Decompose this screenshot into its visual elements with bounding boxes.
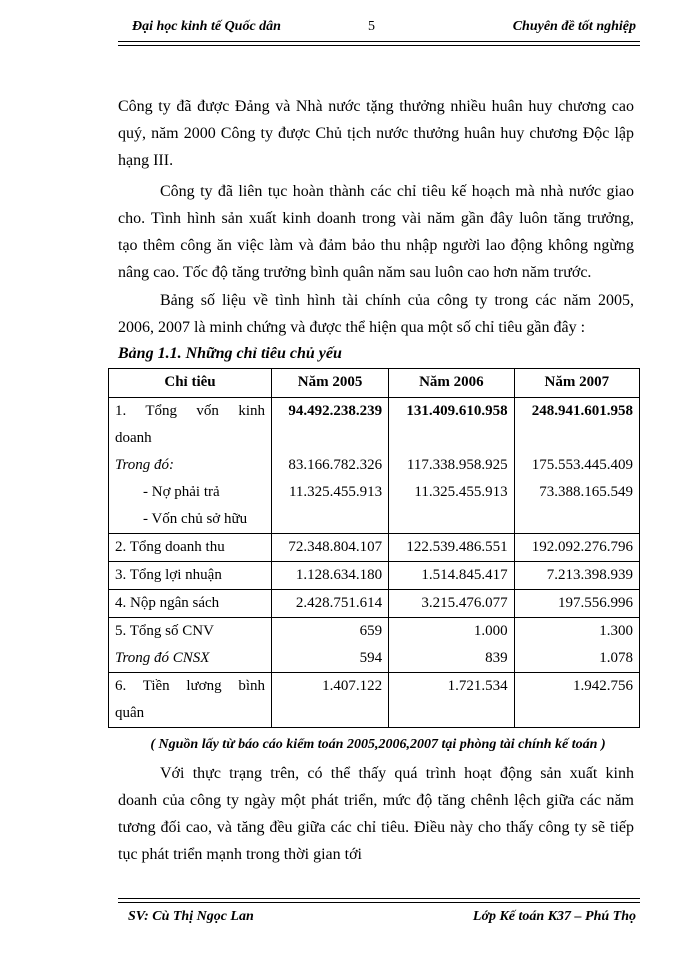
- paragraph-conclusion: [118, 760, 634, 868]
- cell-value: 839: [485, 650, 508, 666]
- text-line: Bảng số liệu về tình hình tài chính của công ty trong các năm 2005,: [160, 292, 634, 309]
- cell-value: 11.325.455.913: [414, 484, 508, 500]
- row-label-line: 5. Tổng số CNV: [115, 623, 214, 639]
- paragraph-awards: [118, 93, 634, 174]
- table-caption: Bảng 1.1. Những chỉ tiêu chủ yếu: [118, 345, 342, 362]
- text-line: tạo thêm công ăn việc làm và đảm bảo thu nhập người lao động không ngừng: [118, 237, 634, 254]
- footer-student: SV: Cù Thị Ngọc Lan: [128, 909, 254, 924]
- cell-value: 1.128.634.180: [272, 562, 389, 590]
- header-university: Đại học kinh tế Quốc dân: [132, 19, 281, 34]
- cell-value: 1.407.122: [272, 673, 389, 728]
- table-cell: [272, 618, 389, 673]
- cell-value: 11.325.455.913: [288, 484, 383, 500]
- column-header: Năm 2006: [389, 369, 514, 398]
- cell-value: 2.428.751.614: [272, 590, 389, 618]
- cell-value: 72.348.804.107: [272, 534, 389, 562]
- text-line: cho. Tình hình sản xuất kinh doanh trong vài năm gần đây luôn tăng trưởng,: [118, 210, 634, 227]
- table-row: [109, 534, 640, 562]
- text-line: tương đối cao, và tăng đều giữa các chỉ tiêu. Điều này cho thấy công ty sẽ tiếp: [118, 819, 634, 836]
- header-title: Chuyên đề tốt nghiệp: [512, 19, 636, 34]
- cell-value: 175.553.445.409: [531, 457, 633, 473]
- row-label-line: doanh: [115, 430, 152, 446]
- header-rule: [118, 41, 640, 42]
- cell-value: 73.388.165.549: [539, 484, 633, 500]
- text-line: hạng III.: [118, 152, 174, 169]
- row-label: [109, 618, 272, 673]
- row-label: 3. Tổng lợi nhuận: [109, 562, 272, 590]
- column-header: Năm 2007: [514, 369, 639, 398]
- cell-value: 122.539.486.551: [389, 534, 514, 562]
- footer-rule: [118, 902, 640, 903]
- cell-value: 594: [359, 650, 383, 666]
- table-cell: [389, 398, 514, 534]
- text-line: nâng cao. Tốc độ tăng trưởng bình quân năm sau luôn cao hơn năm trước.: [118, 264, 592, 281]
- cell-value: 1.078: [599, 650, 633, 666]
- text-line: doanh của công ty ngày một phát triển, mức độ tăng chênh lệch giữa các năm: [118, 792, 634, 809]
- indicators-table: [108, 368, 640, 728]
- cell-value: 1.721.534: [389, 673, 514, 728]
- cell-value: 197.556.996: [514, 590, 639, 618]
- table-row: [109, 590, 640, 618]
- cell-value: 1.300: [599, 623, 633, 639]
- table-cell: [514, 618, 639, 673]
- column-header: Chỉ tiêu: [109, 369, 272, 398]
- row-sublabel: - Nợ phải trả: [143, 484, 220, 500]
- row-label: [109, 673, 272, 728]
- cell-value: 7.213.398.939: [514, 562, 639, 590]
- cell-value: 1.514.845.417: [389, 562, 514, 590]
- text-line: quý, năm 2000 Công ty được Chủ tịch nước thưởng huân huy chương Độc lập: [118, 125, 634, 142]
- paragraph-table-intro: [118, 287, 634, 341]
- footer-class: Lớp Kế toán K37 – Phú Thọ: [472, 909, 636, 924]
- table-row: [109, 673, 640, 728]
- table-row: [109, 618, 640, 673]
- page-header: [118, 10, 640, 40]
- row-label: 4. Nộp ngân sách: [109, 590, 272, 618]
- cell-value: 83.166.782.326: [288, 457, 383, 473]
- row-label-line: quân: [115, 705, 145, 721]
- table-cell: [389, 618, 514, 673]
- header-rule: [118, 45, 640, 46]
- cell-value: 117.338.958.925: [406, 457, 508, 473]
- page-footer: [118, 898, 640, 928]
- cell-value: 131.409.610.958: [406, 403, 508, 419]
- paragraph-growth: [118, 178, 634, 286]
- footer-rule: [118, 898, 640, 899]
- text-line: tục phát triển mạnh trong thời gian tới: [118, 846, 362, 863]
- table-source-note: ( Nguồn lấy từ báo cáo kiểm toán 2005,2006,2007 tại phòng tài chính kế toán ): [150, 737, 606, 752]
- text-line: Với thực trạng trên, có thể thấy quá trình hoạt động sản xuất kinh: [160, 765, 634, 782]
- page-number: 5: [368, 19, 375, 34]
- row-label: 2. Tổng doanh thu: [109, 534, 272, 562]
- cell-value: 3.215.476.077: [389, 590, 514, 618]
- table-cell: [272, 398, 389, 534]
- row-sublabel: Trong đó CNSX: [115, 650, 210, 666]
- text-line: Công ty đã được Đảng và Nhà nước tặng thưởng nhiều huân huy chương cao: [118, 98, 634, 115]
- cell-value: 1.000: [473, 623, 508, 639]
- table-row: [109, 562, 640, 590]
- text-line: 2006, 2007 là minh chứng và được thể hiện qua một số chỉ tiêu gần đây :: [118, 319, 586, 336]
- column-header: Năm 2005: [272, 369, 389, 398]
- table-row: [109, 398, 640, 534]
- cell-value: 192.092.276.796: [514, 534, 639, 562]
- table-header-row: [109, 369, 640, 398]
- row-label-line: 6. Tiền lương bình: [115, 678, 265, 694]
- row-sublabel: Trong đó:: [115, 457, 175, 473]
- row-sublabel: - Vốn chủ sở hữu: [143, 511, 248, 527]
- cell-value: 659: [359, 623, 383, 639]
- cell-value: 1.942.756: [514, 673, 639, 728]
- row-label-line: 1. Tổng vốn kinh: [115, 403, 265, 419]
- row-label: [109, 398, 272, 534]
- table-cell: [514, 398, 639, 534]
- cell-value: 94.492.238.239: [288, 403, 383, 419]
- cell-value: 248.941.601.958: [531, 403, 633, 419]
- text-line: Công ty đã liên tục hoàn thành các chỉ tiêu kế hoạch mà nhà nước giao: [160, 183, 634, 200]
